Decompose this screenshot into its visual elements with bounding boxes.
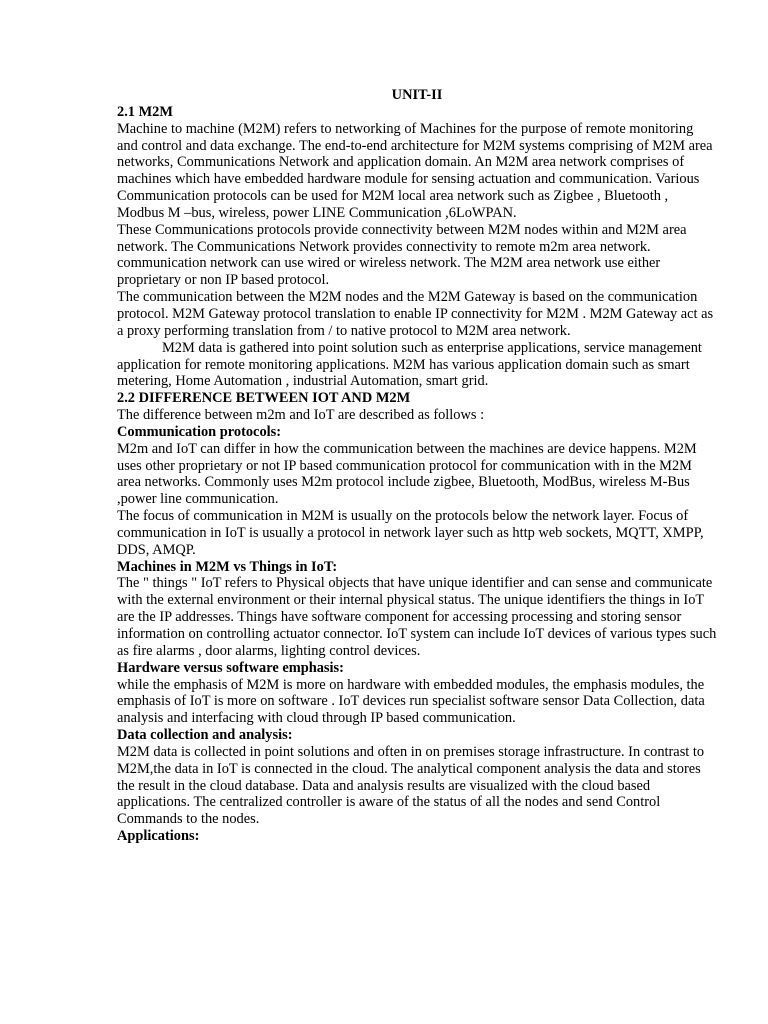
subheading-hardware-software: Hardware versus software emphasis:	[117, 659, 344, 676]
subheading-machines-vs-things: Machines in M2M vs Things in IoT:	[117, 558, 338, 575]
paragraph-m2m-data: M2M data is gathered into point solution such as enterprise applications, service management application for remote monitoring applications. M2M has various application domain such as smart metering, Home Automation , industrial Automation, smart grid.	[117, 339, 702, 390]
unit-title: UNIT-II	[391, 87, 443, 103]
paragraph-m2m-definition: Machine to machine (M2M) refers to networking of Machines for the purpose of remote monitoring and control and data exchange. The end-to-end architecture for M2M systems comprising of M2M area networks, Communications Network and application domain. An M2M area network comprises of machines which have embedded hardware module for sensing actuation and communication. Various Communication protocols can be used for M2M local area network such as Zigbee , Bluetooth , Modbus M –bus, wireless, power LINE Communication ,6LoWPAN.	[117, 120, 713, 221]
subheading-communication-protocols: Communication protocols:	[117, 423, 282, 440]
paragraph-communication-differ: M2m and IoT can differ in how the communication between the machines are device happens. M2M uses other proprietary or not IP based communication protocol for communication with in the M2M area networks. Commonly uses M2m protocol include zigbee, Bluetooth, ModBus, wireless M-Bus ,power line communication.	[117, 440, 697, 508]
paragraph-hardware-software: while the emphasis of M2M is more on hardware with embedded modules, the emphasis modules, the emphasis of IoT is more on software . IoT devices run specialist software sensor Data Collection, data analysis and interfacing with cloud through IP based communication.	[117, 676, 705, 727]
section-heading-m2m: 2.1 M2M	[117, 103, 173, 120]
document-page	[117, 87, 717, 845]
paragraph-communication-protocols: These Communications protocols provide connectivity between M2M nodes within and M2M area network. The Communications Network provides connectivity to remote m2m area network. communication network can use wired or wireless network. The M2M area network use either proprietary or non IP based protocol.	[117, 221, 687, 289]
paragraph-data-collection: M2M data is collected in point solutions and often in on premises storage infrastructure. In contrast to M2M,the data in IoT is connected in the cloud. The analytical component analysis the data and stores the result in the cloud database. Data and analysis results are visualized with the cloud based applications. The centralized controller is aware of the status of all the nodes and send Control Commands to the nodes.	[117, 743, 705, 828]
paragraph-machines-vs-things: The " things " IoT refers to Physical objects that have unique identifier and can sense and communicate with the external environment or their internal physical status. The unique identifiers the things in IoT are the IP addresses. Things have software component for accessing processing and storing sensor information on controlling actuator connector. IoT system can include IoT devices of various types such as fire alarms , door alarms, lighting control devices.	[117, 575, 717, 659]
paragraph-difference-intro: The difference between m2m and IoT are described as follows :	[117, 407, 485, 424]
paragraph-m2m-gateway: The communication between the M2M nodes and the M2M Gateway is based on the communication protocol. M2M Gateway protocol translation to enable IP connectivity for M2M . M2M Gateway act as a proxy performing translation from / to native protocol to M2M area network.	[117, 289, 714, 339]
paragraph-communication-focus: The focus of communication in M2M is usually on the protocols below the network layer. Focus of communication in IoT is usually a protocol in network layer such as http web sockets, MQTT, XMPP, DDS, AMQP.	[117, 508, 704, 558]
section-heading-difference: 2.2 DIFFERENCE BETWEEN IOT AND M2M	[117, 390, 411, 407]
subheading-data-collection: Data collection and analysis:	[117, 727, 293, 744]
subheading-applications: Applications:	[117, 828, 200, 845]
